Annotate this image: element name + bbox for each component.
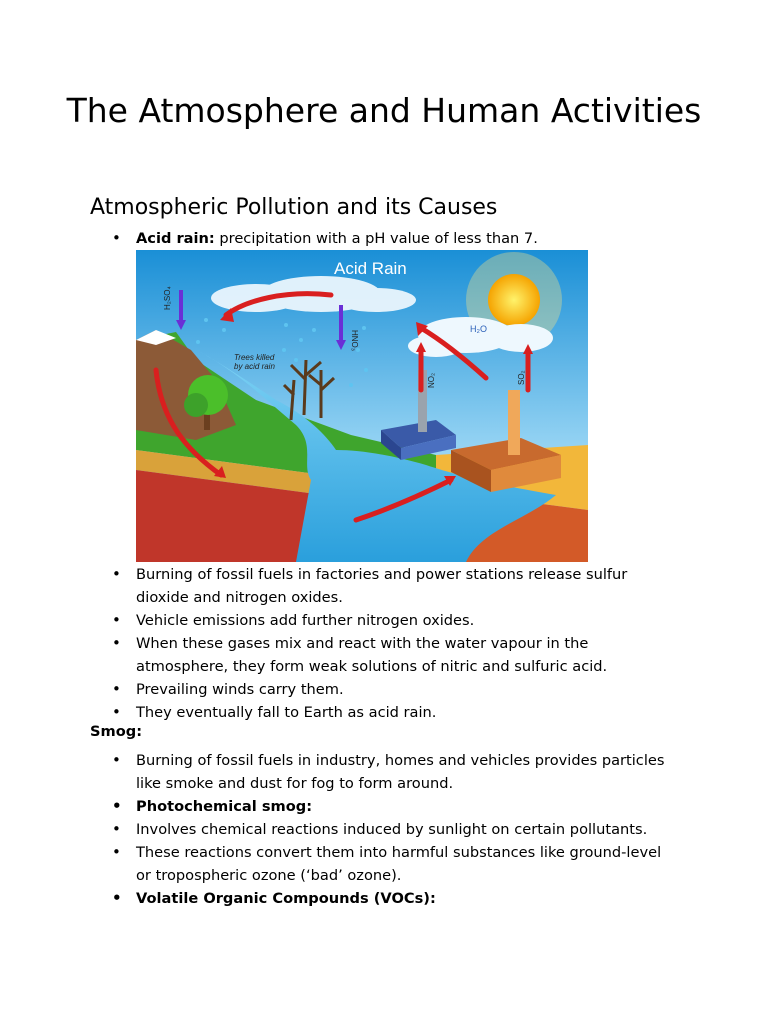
section-heading: Atmospheric Pollution and its Causes <box>90 195 498 220</box>
term-definition: precipitation with a pH value of less than 7. <box>214 230 538 247</box>
hno3-label: HNO₃ <box>350 330 359 352</box>
page-title: The Atmosphere and Human Activities <box>66 91 702 130</box>
so2-label: SO₂ <box>517 370 526 385</box>
list-item: • Involves chemical reactions induced by sunlight on certain pollutants. <box>90 818 680 841</box>
acid-rain-diagram <box>136 250 588 562</box>
list-item: • Volatile Organic Compounds (VOCs): <box>90 887 680 910</box>
smog-list <box>90 749 680 910</box>
term-label: Acid rain: <box>136 230 215 247</box>
list-item: • Burning of fossil fuels in industry, homes and vehicles provides particles like smoke and dust for fog to form around. <box>90 749 680 795</box>
h2o-label: H₂O <box>470 324 487 334</box>
acid-rain-list <box>90 227 680 250</box>
list-item: • Photochemical smog: <box>90 795 680 818</box>
list-item: • When these gases mix and react with the water vapour in the atmosphere, they form weak solutions of nitric and sulfuric acid. <box>90 632 680 678</box>
trees-caption-line2: by acid rain <box>234 362 275 371</box>
smog-label: Smog: <box>90 723 143 740</box>
list-item: • They eventually fall to Earth as acid rain. <box>90 701 680 724</box>
causes-list <box>90 563 680 724</box>
figure-title: Acid Rain <box>334 259 407 278</box>
list-item: • These reactions convert them into harmful substances like ground-level or tropospheric ozone (‘bad’ ozone). <box>90 841 680 887</box>
list-item <box>90 227 680 250</box>
no2-label: NO₂ <box>427 372 436 388</box>
list-item: • Prevailing winds carry them. <box>90 678 680 701</box>
h2so4-label: H₂SO₄ <box>163 286 172 310</box>
list-item: • Burning of fossil fuels in factories and power stations release sulfur dioxide and nitrogen oxides. <box>90 563 680 609</box>
list-item: • Vehicle emissions add further nitrogen oxides. <box>90 609 680 632</box>
trees-caption-line1: Trees killed <box>234 353 275 362</box>
